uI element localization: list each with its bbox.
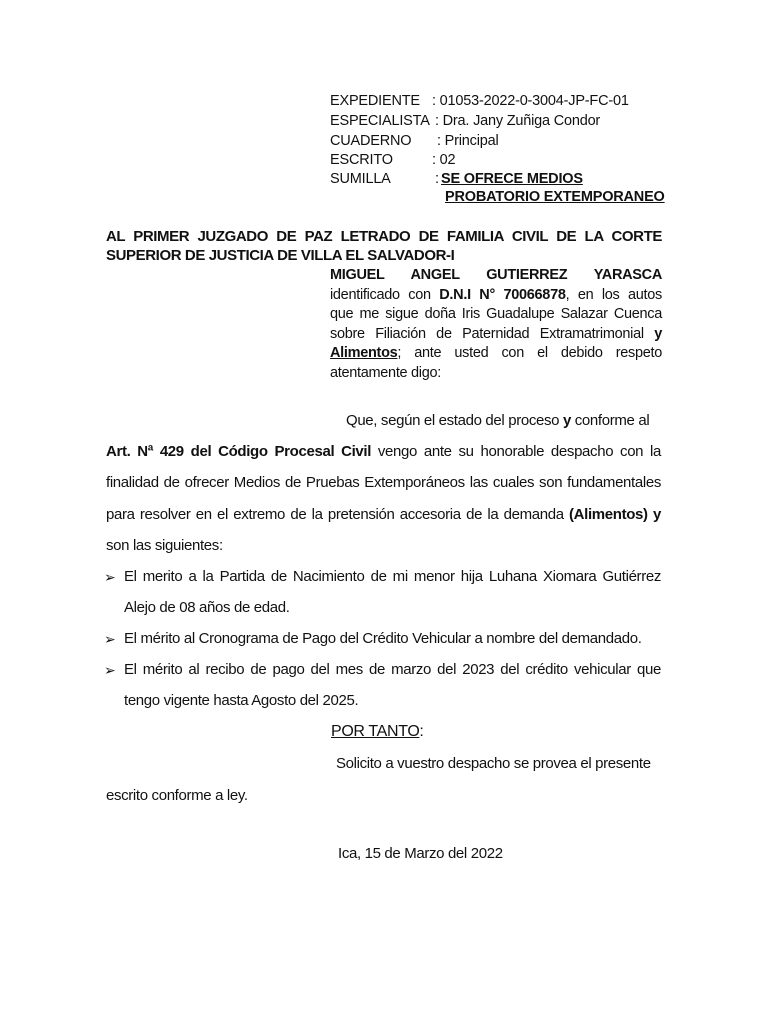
evidence-item-1: El merito a la Partida de Nacimiento de mi menor hija Luhana Xiomara Gutiérrez [124,568,661,585]
party-intro [330,266,662,383]
party-line-3: que me sigue doña Iris Guadalupe Salazar Cuenca [330,306,662,322]
party-line-2: identificado con D.N.I N° 70066878, en los autos [330,286,662,303]
expediente-value: : 01053-2022-0-3004-JP-FC-01 [432,93,629,109]
party-line-4: sobre Filiación de Paternidad Extramatrimonial y [330,325,662,342]
expediente-label: EXPEDIENTE [330,93,420,109]
place-date: Ica, 15 de Marzo del 2022 [338,845,503,862]
evidence-item-3-cont: tengo vigente hasta Agosto del 2025. [124,692,359,709]
body-line-2: Art. Nª 429 del Código Procesal Civil vengo ante su honorable despacho con la [106,443,661,460]
body-line-3: finalidad de ofrecer Medios de Pruebas Extemporáneos las cuales son fundamentales [106,474,661,491]
request-line-2: escrito conforme a ley. [106,787,248,804]
escrito-label: ESCRITO [330,152,393,168]
body-line-1: Que, según el estado del proceso y conforme al [346,412,650,429]
party-name: MIGUEL ANGEL GUTIERREZ YARASCA [330,267,662,283]
bullet-arrow-icon: ➢ [104,662,116,678]
court-line-2: SUPERIOR DE JUSTICIA DE VILLA EL SALVADOR-I [106,247,455,264]
por-tanto-heading: POR TANTO: [331,723,424,740]
party-line-5: Alimentos; ante usted con el debido respeto [330,345,662,361]
body-line-4: para resolver en el extremo de la pretensión accesoria de la demanda (Alimentos) y [106,506,661,523]
evidence-item-3: El mérito al recibo de pago del mes de marzo del 2023 del crédito vehicular que [124,661,661,678]
alimentos-term: Alimentos [330,345,398,361]
body-line-5: son las siguientes: [106,537,223,554]
sumilla-colon: : [435,171,439,187]
escrito-value: : 02 [432,152,456,168]
especialista-label: ESPECIALISTA [330,113,430,129]
sumilla-line-2: PROBATORIO EXTEMPORANEO [445,189,665,205]
party-line-6: atentamente digo: [330,364,441,381]
cuaderno-label: CUADERNO [330,133,412,149]
court-address [106,227,662,265]
dni-number: D.N.I N° 70066878 [439,286,566,303]
evidence-item-1-cont: Alejo de 08 años de edad. [124,599,290,616]
request-line-1: Solicito a vuestro despacho se provea el presente [336,755,651,772]
sumilla-line-1: SE OFRECE MEDIOS [441,171,583,187]
especialista-value: : Dra. Jany Zuñiga Condor [435,113,601,129]
evidence-item-2: El mérito al Cronograma de Pago del Crédito Vehicular a nombre del demandado. [124,630,642,647]
court-line-1: AL PRIMER JUZGADO DE PAZ LETRADO DE FAMILIA CIVIL DE LA CORTE [106,228,662,245]
bullet-arrow-icon: ➢ [104,569,116,585]
cuaderno-value: : Principal [437,133,499,149]
sumilla-label: SUMILLA [330,171,391,187]
article-reference: Art. Nª 429 del Código Procesal Civil [106,443,372,460]
bullet-arrow-icon: ➢ [104,631,116,647]
